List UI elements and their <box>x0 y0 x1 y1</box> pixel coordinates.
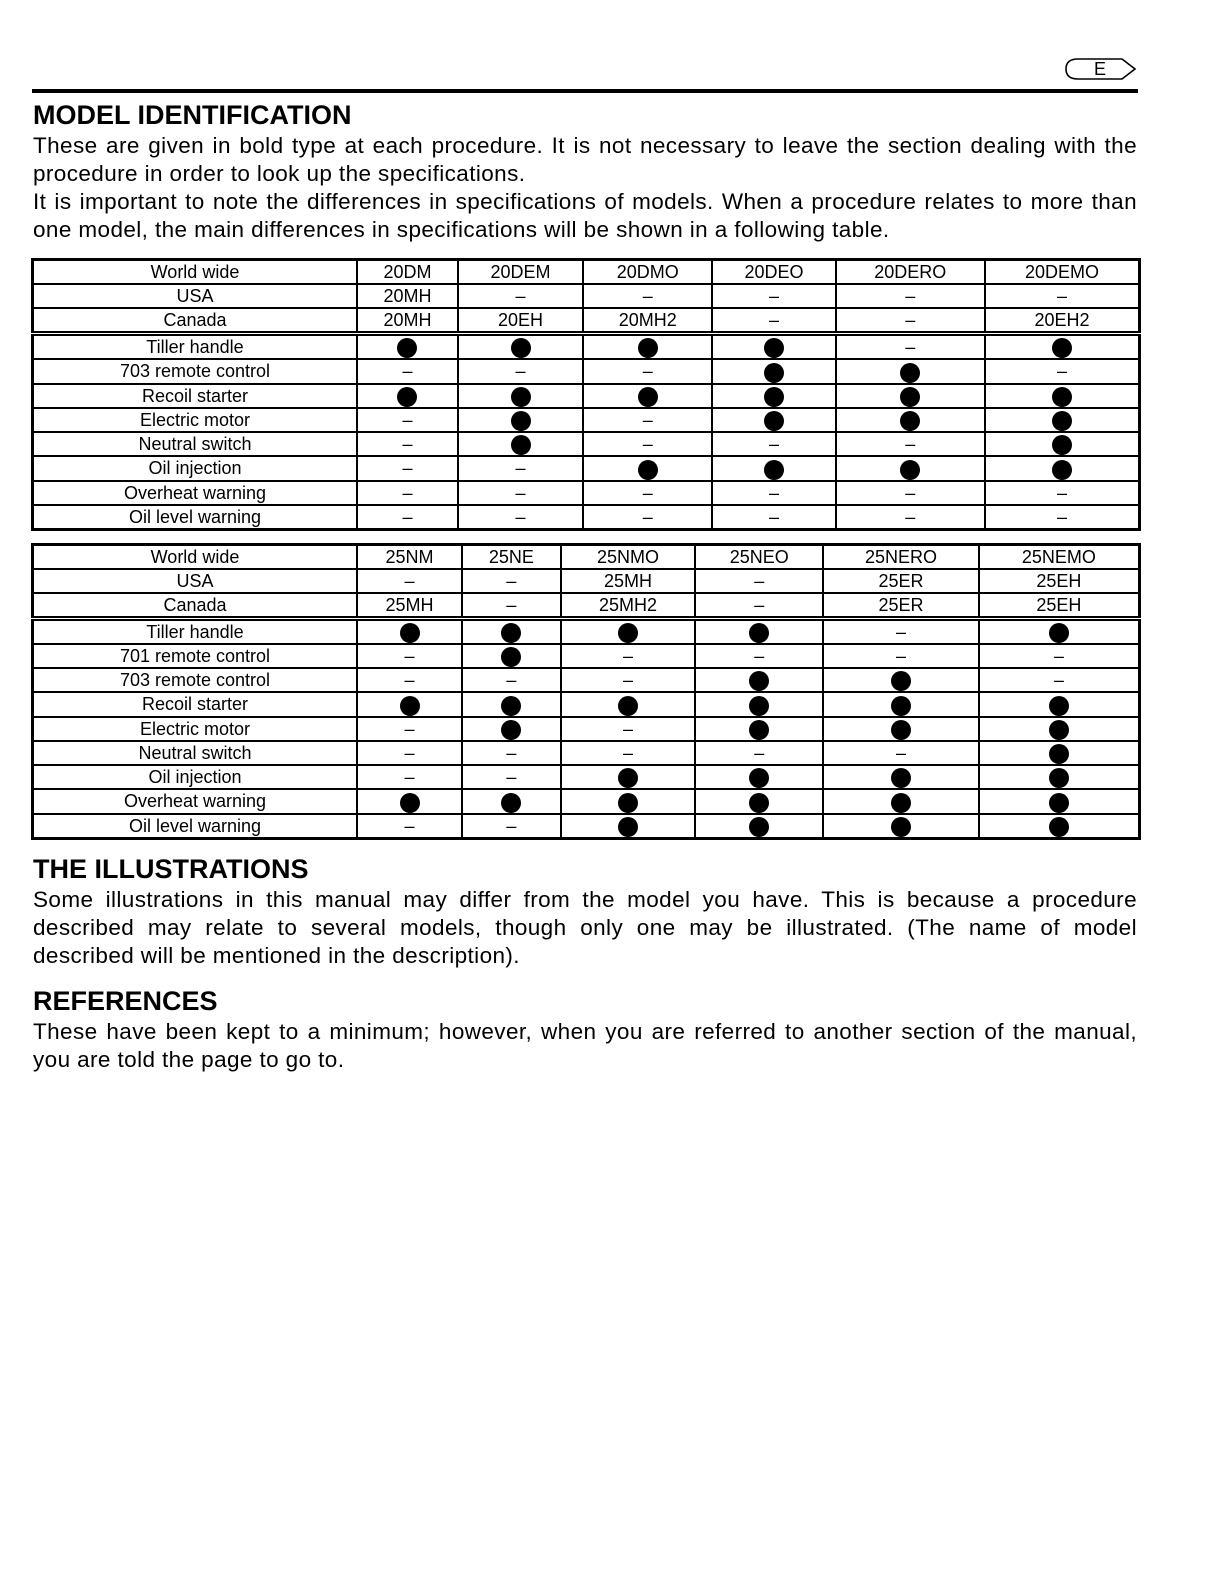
filled-dot-icon <box>400 696 420 716</box>
cell-equipped <box>561 789 695 813</box>
cell-not-equipped: – <box>458 456 583 480</box>
model-code-cell: 25NMO <box>561 544 695 569</box>
filled-dot-icon <box>400 793 420 813</box>
cell-equipped <box>695 717 823 741</box>
model-code-cell: 20MH <box>357 284 458 308</box>
cell-not-equipped: – <box>357 456 458 480</box>
feature-row <box>33 408 1140 432</box>
cell-equipped <box>979 789 1140 813</box>
feature-row <box>33 741 1140 765</box>
filled-dot-icon <box>501 647 521 667</box>
cell-not-equipped: – <box>583 432 712 456</box>
feature-row <box>33 765 1140 789</box>
model-code-cell: – <box>583 284 712 308</box>
cell-equipped <box>695 618 823 644</box>
cell-equipped <box>561 814 695 839</box>
row-label: 701 remote control <box>33 644 358 668</box>
cell-not-equipped: – <box>985 359 1140 383</box>
cell-equipped <box>823 765 978 789</box>
cell-equipped <box>458 408 583 432</box>
model-code-cell: – <box>357 569 462 593</box>
filled-dot-icon <box>501 696 521 716</box>
cell-equipped <box>823 717 978 741</box>
row-label: USA <box>33 569 358 593</box>
model-code-cell: – <box>695 593 823 619</box>
filled-dot-icon <box>397 387 417 407</box>
cell-equipped <box>695 668 823 692</box>
filled-dot-icon <box>891 817 911 837</box>
cell-not-equipped: – <box>836 481 985 505</box>
model-code-cell: – <box>462 593 561 619</box>
references-paragraph: These have been kept to a minimum; however, when you are referred to another section of the manual, you are told the page to go to. <box>33 1018 1137 1072</box>
row-label: World wide <box>33 544 358 569</box>
filled-dot-icon <box>511 338 531 358</box>
cell-equipped <box>695 789 823 813</box>
filled-dot-icon <box>749 623 769 643</box>
model-code-cell: 20EH <box>458 308 583 334</box>
row-label: Canada <box>33 308 358 334</box>
model-code-cell: – <box>462 569 561 593</box>
cell-equipped <box>561 618 695 644</box>
cell-not-equipped: – <box>985 481 1140 505</box>
cell-not-equipped: – <box>462 765 561 789</box>
header-rule <box>32 89 1138 93</box>
filled-dot-icon <box>891 671 911 691</box>
filled-dot-icon <box>749 768 769 788</box>
filled-dot-icon <box>749 671 769 691</box>
filled-dot-icon <box>638 460 658 480</box>
row-label: Canada <box>33 593 358 619</box>
cell-equipped <box>458 432 583 456</box>
filled-dot-icon <box>511 411 531 431</box>
feature-row <box>33 505 1140 530</box>
model-code-cell: 20DMO <box>583 260 712 285</box>
filled-dot-icon <box>618 793 638 813</box>
cell-equipped <box>979 717 1140 741</box>
model-code-cell: – <box>458 284 583 308</box>
cell-equipped <box>458 384 583 408</box>
feature-row <box>33 814 1140 839</box>
filled-dot-icon <box>638 387 658 407</box>
model-code-cell: 20MH2 <box>583 308 712 334</box>
feature-row <box>33 717 1140 741</box>
cell-not-equipped: – <box>836 334 985 360</box>
cell-equipped <box>357 334 458 360</box>
filled-dot-icon <box>1049 720 1069 740</box>
cell-equipped <box>836 408 985 432</box>
model-row <box>33 260 1140 285</box>
row-label: Recoil starter <box>33 692 358 716</box>
cell-equipped <box>985 456 1140 480</box>
cell-equipped <box>823 692 978 716</box>
cell-equipped <box>985 334 1140 360</box>
model-code-cell: 20DEO <box>712 260 835 285</box>
cell-equipped <box>462 717 561 741</box>
cell-not-equipped: – <box>561 668 695 692</box>
cell-not-equipped: – <box>357 668 462 692</box>
row-label: Overheat warning <box>33 789 358 813</box>
model-code-cell: 20DERO <box>836 260 985 285</box>
cell-equipped <box>462 618 561 644</box>
model-code-cell: 20MH <box>357 308 458 334</box>
cell-equipped <box>357 692 462 716</box>
model-identification-paragraph-1: These are given in bold type at each procedure. It is not necessary to leave the section dealing with the procedure in order to look up the specifications. <box>33 133 1137 186</box>
row-label: Electric motor <box>33 408 358 432</box>
cell-equipped <box>695 692 823 716</box>
feature-row <box>33 618 1140 644</box>
section-title-model-identification: MODEL IDENTIFICATION <box>33 100 352 130</box>
filled-dot-icon <box>749 696 769 716</box>
row-label: Overheat warning <box>33 481 358 505</box>
model-row <box>33 308 1140 334</box>
cell-not-equipped: – <box>458 481 583 505</box>
cell-equipped <box>985 408 1140 432</box>
model-row <box>33 569 1140 593</box>
cell-not-equipped: – <box>823 741 978 765</box>
cell-not-equipped: – <box>462 741 561 765</box>
cell-equipped <box>979 741 1140 765</box>
cell-not-equipped: – <box>836 432 985 456</box>
filled-dot-icon <box>511 435 531 455</box>
cell-not-equipped: – <box>462 814 561 839</box>
filled-dot-icon <box>618 768 638 788</box>
cell-equipped <box>583 456 712 480</box>
filled-dot-icon <box>749 817 769 837</box>
filled-dot-icon <box>501 720 521 740</box>
cell-not-equipped: – <box>561 717 695 741</box>
cell-not-equipped: – <box>836 505 985 530</box>
filled-dot-icon <box>400 623 420 643</box>
model-code-cell: 20DEMO <box>985 260 1140 285</box>
row-label: Neutral switch <box>33 432 358 456</box>
feature-row <box>33 432 1140 456</box>
row-label: Recoil starter <box>33 384 358 408</box>
spec-table-20 <box>31 258 1141 531</box>
cell-equipped <box>823 814 978 839</box>
cell-not-equipped: – <box>712 481 835 505</box>
filled-dot-icon <box>1049 696 1069 716</box>
cell-equipped <box>836 359 985 383</box>
filled-dot-icon <box>397 338 417 358</box>
cell-equipped <box>695 814 823 839</box>
filled-dot-icon <box>764 363 784 383</box>
spec-table-25 <box>31 543 1141 840</box>
filled-dot-icon <box>618 696 638 716</box>
cell-not-equipped: – <box>823 618 978 644</box>
cell-not-equipped: – <box>357 408 458 432</box>
model-code-cell: 25MH <box>561 569 695 593</box>
cell-equipped <box>836 456 985 480</box>
model-code-cell: – <box>836 308 985 334</box>
row-label: USA <box>33 284 358 308</box>
cell-equipped <box>979 814 1140 839</box>
section-title-references: REFERENCES <box>33 985 218 1016</box>
cell-not-equipped: – <box>357 481 458 505</box>
filled-dot-icon <box>1052 460 1072 480</box>
filled-dot-icon <box>618 817 638 837</box>
model-code-cell: 25MH2 <box>561 593 695 619</box>
cell-equipped <box>583 384 712 408</box>
cell-equipped <box>836 384 985 408</box>
model-code-cell: 25ER <box>823 569 978 593</box>
language-badge <box>1064 58 1136 80</box>
filled-dot-icon <box>638 338 658 358</box>
feature-row <box>33 384 1140 408</box>
filled-dot-icon <box>891 696 911 716</box>
cell-equipped <box>979 618 1140 644</box>
cell-not-equipped: – <box>357 432 458 456</box>
cell-equipped <box>979 765 1140 789</box>
cell-equipped <box>712 359 835 383</box>
model-code-cell: – <box>712 284 835 308</box>
model-identification-paragraph-2: It is important to note the differences in specifications of models. When a procedure relates to more than one model, the main differences in specifications will be shown in a following table. <box>33 189 1137 242</box>
cell-not-equipped: – <box>458 505 583 530</box>
cell-equipped <box>357 384 458 408</box>
cell-equipped <box>357 618 462 644</box>
filled-dot-icon <box>1052 435 1072 455</box>
filled-dot-icon <box>891 768 911 788</box>
cell-not-equipped: – <box>561 644 695 668</box>
filled-dot-icon <box>501 793 521 813</box>
filled-dot-icon <box>749 793 769 813</box>
row-label: Oil injection <box>33 456 358 480</box>
filled-dot-icon <box>764 387 784 407</box>
cell-not-equipped: – <box>357 717 462 741</box>
filled-dot-icon <box>900 460 920 480</box>
row-label: 703 remote control <box>33 668 358 692</box>
row-label: Tiller handle <box>33 618 358 644</box>
filled-dot-icon <box>1049 623 1069 643</box>
filled-dot-icon <box>900 363 920 383</box>
model-code-cell: 20DM <box>357 260 458 285</box>
cell-equipped <box>985 384 1140 408</box>
cell-equipped <box>583 334 712 360</box>
cell-not-equipped: – <box>712 505 835 530</box>
cell-equipped <box>357 789 462 813</box>
filled-dot-icon <box>1049 768 1069 788</box>
row-label: 703 remote control <box>33 359 358 383</box>
cell-not-equipped: – <box>462 668 561 692</box>
cell-not-equipped: – <box>357 644 462 668</box>
cell-not-equipped: – <box>979 644 1140 668</box>
cell-equipped <box>712 456 835 480</box>
filled-dot-icon <box>764 411 784 431</box>
language-letter: E <box>1093 59 1106 79</box>
filled-dot-icon <box>900 387 920 407</box>
model-code-cell: – <box>695 569 823 593</box>
cell-equipped <box>561 692 695 716</box>
filled-dot-icon <box>501 623 521 643</box>
cell-not-equipped: – <box>583 481 712 505</box>
cell-not-equipped: – <box>979 668 1140 692</box>
section-title-illustrations: THE ILLUSTRATIONS <box>33 853 309 884</box>
cell-not-equipped: – <box>357 741 462 765</box>
filled-dot-icon <box>1049 744 1069 764</box>
feature-row <box>33 481 1140 505</box>
filled-dot-icon <box>891 720 911 740</box>
cell-equipped <box>979 692 1140 716</box>
filled-dot-icon <box>618 623 638 643</box>
model-code-cell: 25NE <box>462 544 561 569</box>
model-row <box>33 544 1140 569</box>
model-code-cell: 25NM <box>357 544 462 569</box>
cell-equipped <box>462 644 561 668</box>
illustrations-paragraph: Some illustrations in this manual may differ from the model you have. This is because a procedure described may relate to several models, though only one may be illustrated. (The name of model described will be mentioned in the description). <box>33 886 1137 968</box>
cell-equipped <box>712 384 835 408</box>
feature-row <box>33 668 1140 692</box>
cell-not-equipped: – <box>458 359 583 383</box>
row-label: Electric motor <box>33 717 358 741</box>
model-row <box>33 284 1140 308</box>
model-code-cell: 25EH <box>979 569 1140 593</box>
filled-dot-icon <box>891 793 911 813</box>
filled-dot-icon <box>749 720 769 740</box>
cell-equipped <box>712 408 835 432</box>
cell-not-equipped: – <box>695 644 823 668</box>
cell-equipped <box>462 692 561 716</box>
row-label: Tiller handle <box>33 334 358 360</box>
filled-dot-icon <box>1052 338 1072 358</box>
model-code-cell: – <box>712 308 835 334</box>
model-code-cell: 25MH <box>357 593 462 619</box>
feature-row <box>33 456 1140 480</box>
cell-not-equipped: – <box>357 814 462 839</box>
cell-not-equipped: – <box>583 505 712 530</box>
cell-not-equipped: – <box>357 359 458 383</box>
model-code-cell: – <box>836 284 985 308</box>
filled-dot-icon <box>1052 387 1072 407</box>
feature-row <box>33 334 1140 360</box>
model-code-cell: 25EH <box>979 593 1140 619</box>
cell-not-equipped: – <box>583 359 712 383</box>
model-row <box>33 593 1140 619</box>
page-content <box>33 98 1137 1074</box>
filled-dot-icon <box>764 460 784 480</box>
feature-row <box>33 692 1140 716</box>
model-code-cell: 20DEM <box>458 260 583 285</box>
filled-dot-icon <box>900 411 920 431</box>
cell-not-equipped: – <box>823 644 978 668</box>
filled-dot-icon <box>511 387 531 407</box>
cell-equipped <box>695 765 823 789</box>
feature-row <box>33 359 1140 383</box>
model-code-cell: 20EH2 <box>985 308 1140 334</box>
cell-not-equipped: – <box>985 505 1140 530</box>
cell-not-equipped: – <box>583 408 712 432</box>
row-label: Oil level warning <box>33 814 358 839</box>
model-code-cell: – <box>985 284 1140 308</box>
row-label: World wide <box>33 260 358 285</box>
cell-equipped <box>458 334 583 360</box>
row-label: Neutral switch <box>33 741 358 765</box>
feature-row <box>33 644 1140 668</box>
filled-dot-icon <box>764 338 784 358</box>
model-code-cell: 25NEMO <box>979 544 1140 569</box>
filled-dot-icon <box>1049 793 1069 813</box>
cell-not-equipped: – <box>561 741 695 765</box>
filled-dot-icon <box>1052 411 1072 431</box>
cell-equipped <box>462 789 561 813</box>
row-label: Oil level warning <box>33 505 358 530</box>
cell-equipped <box>823 789 978 813</box>
filled-dot-icon <box>1049 817 1069 837</box>
cell-not-equipped: – <box>712 432 835 456</box>
model-code-cell: 25NEO <box>695 544 823 569</box>
feature-row <box>33 789 1140 813</box>
cell-not-equipped: – <box>357 765 462 789</box>
cell-equipped <box>985 432 1140 456</box>
model-code-cell: 25ER <box>823 593 978 619</box>
cell-equipped <box>823 668 978 692</box>
row-label: Oil injection <box>33 765 358 789</box>
cell-not-equipped: – <box>357 505 458 530</box>
cell-equipped <box>712 334 835 360</box>
model-code-cell: 25NERO <box>823 544 978 569</box>
cell-equipped <box>561 765 695 789</box>
cell-not-equipped: – <box>695 741 823 765</box>
